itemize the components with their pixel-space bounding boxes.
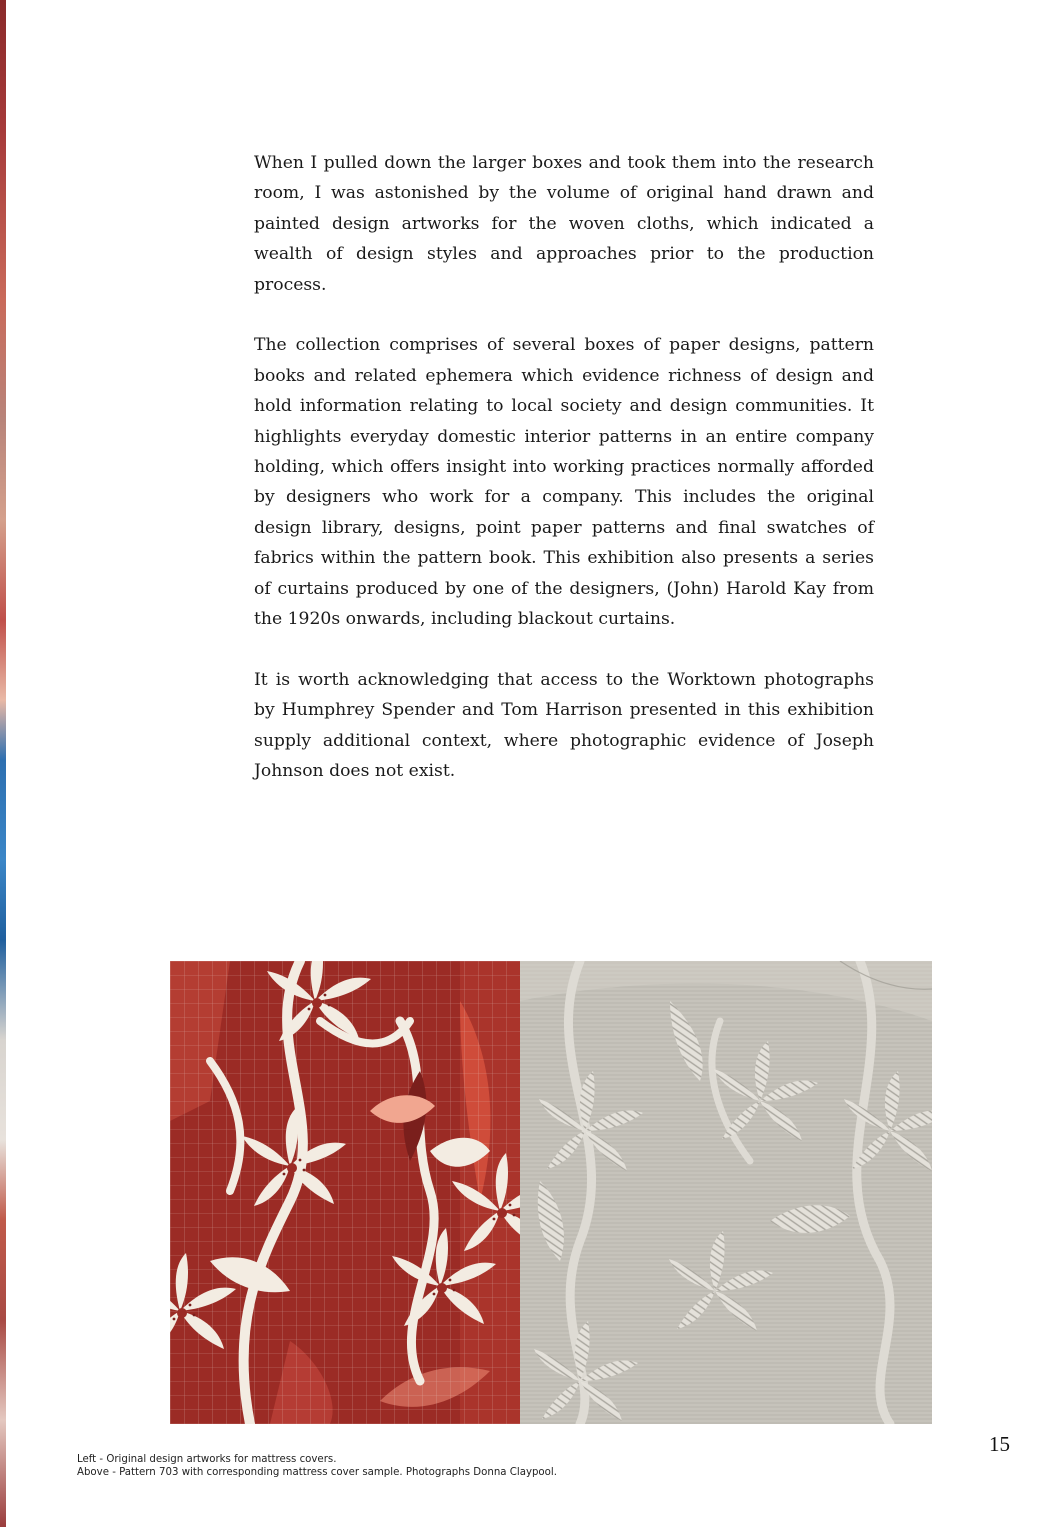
- mattress-cover-sample-photo: [520, 961, 932, 1424]
- figure-caption: [77, 1453, 777, 1479]
- decorative-edge-strip: [0, 0, 6, 1527]
- design-artwork-photo: [170, 961, 520, 1424]
- paragraph-1: When I pulled down the larger boxes and took them into the research room, I was astonished by the volume of original hand drawn and painted design artworks for the woven cloths, which indicated a wealth of design styles and approaches prior to the production process.: [254, 153, 874, 295]
- red-floral-artwork-illustration: [170, 961, 520, 1424]
- paragraph-3: It is worth acknowledging that access to the Worktown photographs by Humphrey Spender and Tom Harrison presented in this exhibition supply additional context, where photographic evidence of Joseph Johnson does not exist.: [254, 669, 874, 782]
- caption-line-above: Above - Pattern 703 with corresponding mattress cover sample. Photographs Donna Claypool.: [77, 1467, 557, 1478]
- page-number: 15: [989, 1432, 1010, 1456]
- body-text: [254, 148, 874, 817]
- paragraph-2: The collection comprises of several boxes of paper designs, pattern books and related ephemera which evidence richness of design and hold information relating to local society and design communities. It highlights everyday domestic interior patterns in an entire company holding, which offers insight into working practices normally afforded by designers who work for a company. This includes the original design library, designs, point paper patterns and final swatches of fabrics within the pattern book. This exhibition also presents a series of curtains produced by one of the designers, (John) Harold Kay from the 1920s onwards, including blackout curtains.: [254, 335, 874, 630]
- woven-fabric-illustration: [520, 961, 932, 1424]
- caption-line-left: Left - Original design artworks for mattress covers.: [77, 1454, 337, 1465]
- figure-photographs: [170, 961, 932, 1424]
